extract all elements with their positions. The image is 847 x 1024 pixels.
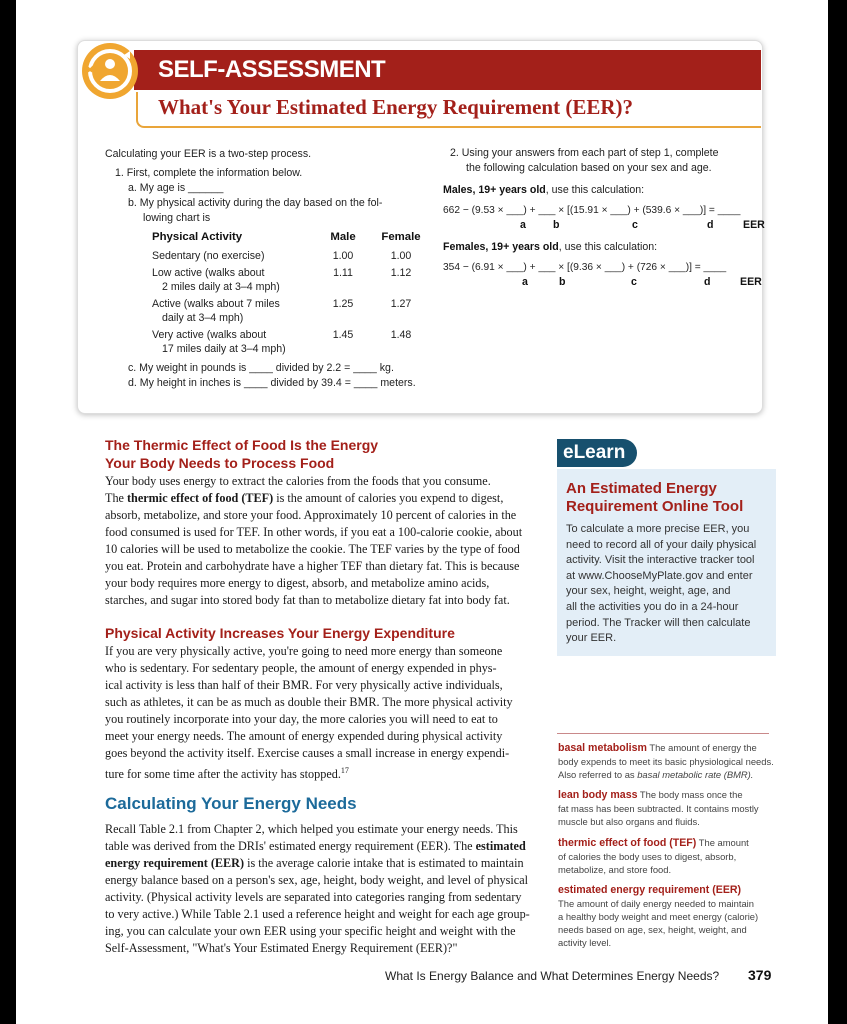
sa-step1b-cont: lowing chart is (143, 212, 211, 224)
glossary-line (558, 836, 749, 850)
tef-heading (105, 436, 378, 472)
sa-intro: Calculating your EER is a two-step process. (105, 148, 312, 160)
activity-paragraph (105, 643, 513, 783)
glossary-entry (558, 883, 758, 949)
calc-term: estimated (475, 839, 526, 853)
calc-line: to very active.) While Table 2.1 used a reference height and weight for each age group- (105, 907, 530, 921)
glossary-entry (558, 741, 774, 781)
table-row-female: 1.12 (390, 267, 412, 279)
table-row-detail: 17 miles daily at 3–4 mph) (162, 343, 286, 355)
self-assessment-title: What's Your Estimated Energy Requirement (EER)? (158, 95, 634, 119)
calc-line: Recall Table 2.1 from Chapter 2, which helped you estimate your energy needs. This (105, 822, 518, 836)
formula-letter-c: c (632, 219, 638, 231)
table-row-female: 1.48 (390, 329, 412, 341)
glossary-line: activity level. (558, 937, 612, 948)
sa-step2-cont: the following calculation based on your sex and age. (466, 162, 712, 174)
glossary-line (558, 883, 758, 897)
running-footer: What Is Energy Balance and What Determines Energy Needs? (385, 969, 720, 983)
glossary-line: metabolize, and store food. (558, 864, 672, 875)
table-row-activity: Very active (walks about (152, 329, 267, 341)
formula-letter-c: c (631, 276, 637, 288)
formula-letter-a: a (522, 276, 528, 288)
males-formula: 662 − (9.53 × ___) + ___ × [(15.91 × ___) + (539.6 × ___)] = ____ (443, 205, 741, 216)
glossary-text: The body mass once the (637, 789, 743, 800)
tef-heading-line: Your Body Needs to Process Food (105, 455, 335, 471)
sa-step2: 2. Using your answers from each part of step 1, complete (450, 147, 719, 159)
footnote-ref[interactable]: 17 (340, 766, 349, 775)
tef-text: is the amount of calories you expend to digest, (273, 491, 504, 505)
tef-line: your body requires more energy to digest, absorb, and metabolize amino acids, (105, 576, 490, 590)
table-row-detail: daily at 3–4 mph) (162, 312, 244, 324)
tef-line: food consumed is used for TEF. In other words, if you eat a 100-calorie cookie, about (105, 525, 523, 539)
calc-term: energy requirement (EER) (105, 856, 245, 870)
glossary-line: fat mass has been subtracted. It contains mostly (558, 803, 759, 814)
table-row-activity: Low active (walks about (152, 267, 265, 279)
formula-letter-b: b (559, 276, 566, 288)
tef-line: 10 calories will be used to metabolize the cookie. The TEF varies by the type of food (105, 542, 520, 556)
glossary-entry (558, 836, 749, 876)
glossary-line (558, 741, 774, 755)
self-assessment-title-frame (136, 92, 761, 128)
elearn-line: your EER. (566, 632, 617, 645)
elearn-body (566, 522, 756, 647)
glossary-term: estimated energy requirement (EER) (558, 884, 742, 896)
calc-line: activity. (Physical activity levels are separated into categories ranging from sedentary (105, 890, 522, 904)
elearn-line: your sex, height, weight, age, and (566, 585, 731, 598)
glossary-line: of calories the body uses to digest, absorb, (558, 851, 737, 862)
formula-letter-b: b (553, 219, 560, 231)
glossary-line: The amount of daily energy needed to maintain (558, 898, 754, 909)
formula-letter-eer: EER (740, 276, 762, 288)
males-suffix: , use this calculation: (545, 184, 645, 196)
glossary-line: Also referred to as basal metabolic rate (BMR). (558, 769, 754, 780)
table-row-male: 1.45 (332, 329, 354, 341)
glossary-line: body expends to meet its basic physiological needs. (558, 756, 774, 767)
glossary-italic: basal metabolic rate (BMR). (637, 769, 754, 780)
formula-letter-eer: EER (743, 219, 765, 231)
elearn-line: need to record all of your daily physical (566, 538, 757, 551)
self-assessment-icon (80, 41, 140, 101)
activity-line (105, 762, 513, 783)
table-header-male: Male (330, 231, 356, 243)
table-row-male: 1.00 (332, 250, 354, 262)
glossary-line: muscle but also organs and fluids. (558, 816, 700, 827)
males-instruction (443, 184, 644, 197)
table-row-female: 1.27 (390, 298, 412, 310)
activity-line: meet your energy needs. The amount of energy expended during physical activity (105, 729, 503, 743)
table-row-female: 1.00 (390, 250, 412, 262)
activity-line: ical activity is less than half of their BMR. For very physically active individuals, (105, 678, 503, 692)
glossary-line: needs based on age, sex, height, weight, and (558, 924, 747, 935)
tef-heading-line: The Thermic Effect of Food Is the Energy (105, 437, 379, 453)
self-assessment-label: SELF-ASSESSMENT (158, 56, 386, 83)
tef-line: absorb, metabolize, and store your food. Approximately 10 percent of calories in the (105, 508, 517, 522)
elearn-line: all the activities you do in a 24-hour (566, 600, 739, 613)
females-instruction (443, 241, 657, 254)
activity-line: If you are very physically active, you're going to need more energy than someone (105, 644, 503, 658)
activity-heading: Physical Activity Increases Your Energy Expenditure (105, 625, 455, 641)
calc-paragraph (105, 821, 530, 957)
calc-line (105, 855, 530, 872)
activity-line: you routinely incorporate into your day, the more calories you will need to eat to (105, 712, 498, 726)
calc-text: table was derived from the DRIs' estimated energy requirement (EER). The (105, 839, 476, 853)
elearn-line: period. The Tracker will then calculate (566, 616, 751, 629)
glossary-text: The amount (696, 837, 749, 848)
calc-line (105, 838, 530, 855)
activity-text: ture for some time after the activity has stopped. (105, 767, 341, 782)
formula-letter-d: d (704, 276, 711, 288)
sa-step1c: c. My weight in pounds is ____ divided by 2.2 = ____ kg. (128, 362, 394, 374)
tef-paragraph (105, 473, 522, 609)
glossary-entry (558, 788, 759, 828)
tef-text: The (105, 491, 127, 505)
sa-step1a: a. My age is ______ (128, 182, 224, 194)
females-formula: 354 − (6.91 × ___) + ___ × [(9.36 × ___) + (726 × ___)] = ____ (443, 262, 727, 273)
table-row-detail: 2 miles daily at 3–4 mph) (162, 281, 280, 293)
glossary-line (558, 788, 759, 802)
tef-line: starches, and sugar into stored body fat than to metabolize dietary fat into body fat. (105, 593, 510, 607)
tef-line: Your body uses energy to extract the calories from the foods that you consume. (105, 474, 491, 488)
table-row-male: 1.11 (333, 267, 353, 279)
glossary-term: thermic effect of food (TEF) (558, 837, 697, 849)
calc-line: energy balance based on a person's sex, age, height, body weight, and level of physical (105, 873, 528, 887)
table-row-activity: Sedentary (no exercise) (152, 250, 265, 262)
table-row-male: 1.25 (332, 298, 354, 310)
formula-letter-d: d (707, 219, 714, 231)
glossary-line: a healthy body weight and meet energy (calorie) (558, 911, 759, 922)
glossary-rule (557, 733, 769, 734)
calc-text: is the average calorie intake that is estimated to maintain (244, 856, 524, 870)
glossary-text: The amount of energy the (646, 742, 757, 753)
elearn-title-line: Requirement Online Tool (566, 498, 744, 515)
tef-line: you eat. Protein and carbohydrate have a higher TEF than dietary fat. This is because (105, 559, 520, 573)
males-label: Males, 19+ years old (443, 184, 546, 196)
table-row-activity: Active (walks about 7 miles (152, 298, 280, 310)
elearn-line: activity. Visit the interactive tracker tool (566, 554, 755, 567)
activity-line: such as athletes, it can be as much as double their BMR. The more physical activity (105, 695, 513, 709)
sa-step1: 1. First, complete the information below. (115, 167, 303, 179)
activity-line: goes beyond the activity itself. Exercise causes a small increase in energy expendi- (105, 746, 510, 760)
activity-line: who is sedentary. For sedentary people, the amount of energy expended in phys- (105, 661, 497, 675)
calc-line: ing, you can calculate your own EER using your specific height and weight with the (105, 924, 516, 938)
elearn-title-line: An Estimated Energy (566, 480, 717, 497)
table-header-activity: Physical Activity (152, 231, 243, 243)
elearn-line: To calculate a more precise EER, you (566, 523, 750, 535)
sa-step1d: d. My height in inches is ____ divided by 39.4 = ____ meters. (128, 377, 416, 389)
females-suffix: , use this calculation: (558, 241, 658, 253)
sa-step1b: b. My physical activity during the day based on the fol- (128, 197, 383, 209)
tef-term: thermic effect of food (TEF) (127, 491, 274, 505)
females-label: Females, 19+ years old (443, 241, 559, 253)
tef-line (105, 490, 522, 507)
calc-heading: Calculating Your Energy Needs (105, 794, 357, 813)
page-number: 379 (748, 967, 772, 983)
elearn-title (566, 480, 743, 516)
glossary-term: lean body mass (558, 789, 638, 801)
calc-line: Self-Assessment, "What's Your Estimated Energy Requirement (EER)?" (105, 941, 458, 955)
formula-letter-a: a (520, 219, 526, 231)
elearn-link-line[interactable]: at www.ChooseMyPlate.gov and enter (566, 569, 753, 582)
table-header-female: Female (381, 231, 421, 243)
glossary-term: basal metabolism (558, 742, 647, 754)
elearn-tab: eLearn (557, 439, 637, 467)
